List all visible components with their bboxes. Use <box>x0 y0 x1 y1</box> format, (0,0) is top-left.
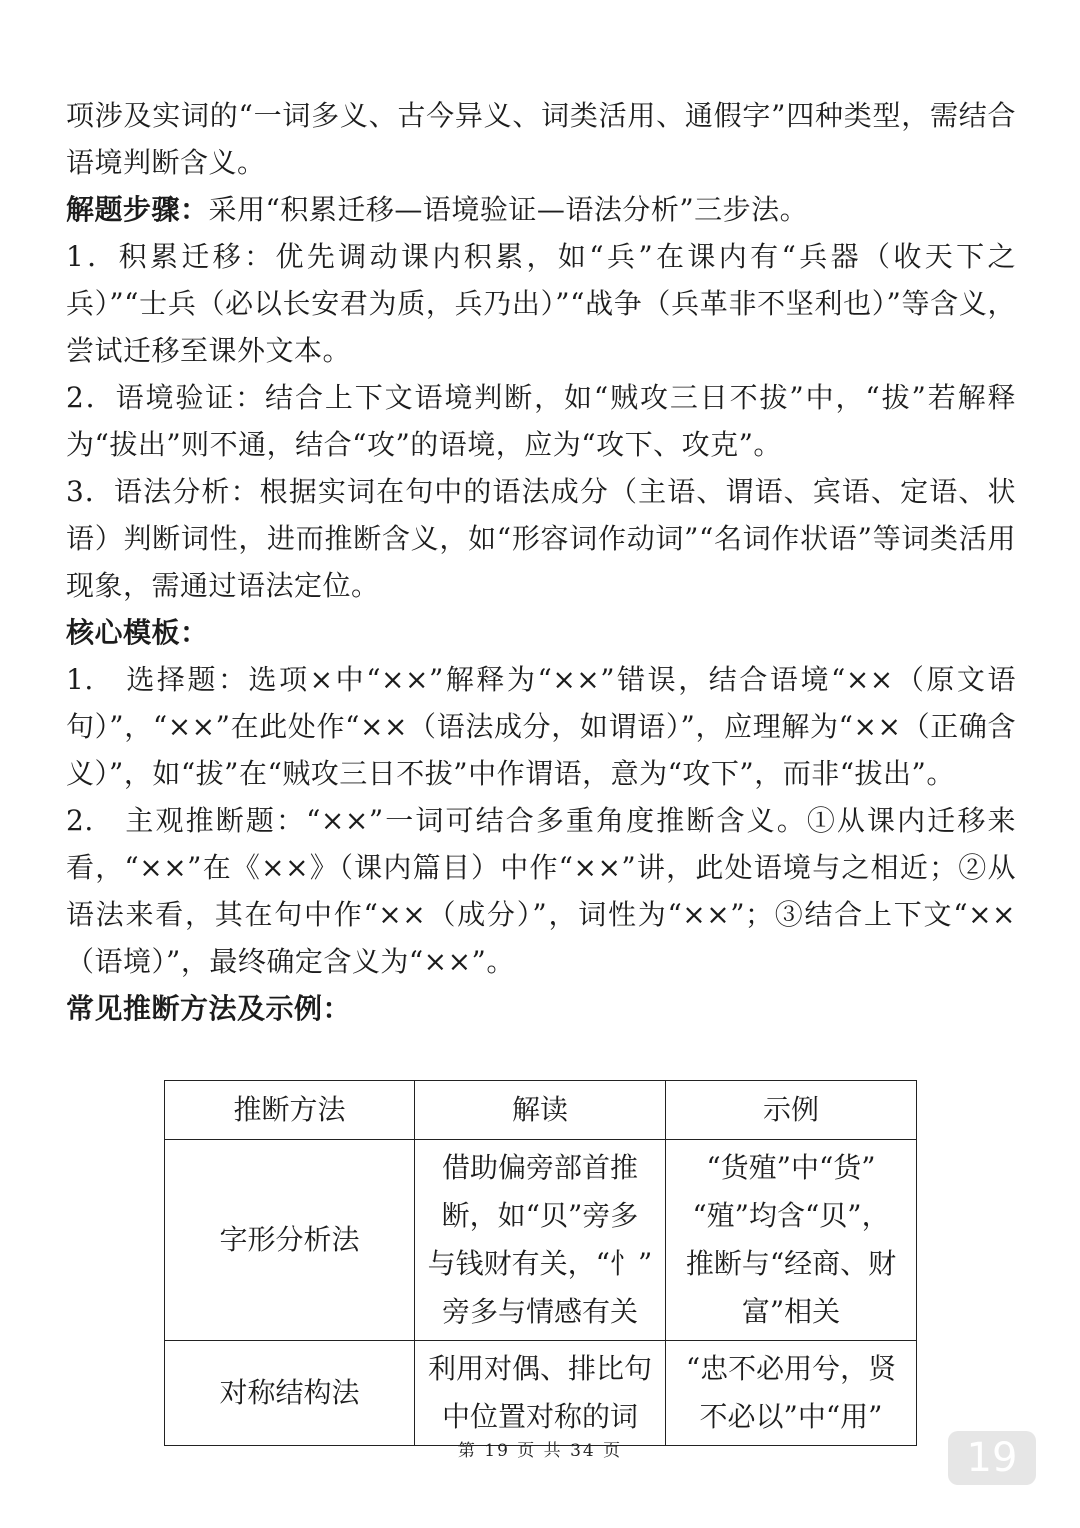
cell-line: 中位置对称的词 <box>441 1400 638 1433</box>
steps-text: 采用“积累迁移—语境验证—语法分析”三步法。 <box>208 193 809 226</box>
cell-line: 旁多与情感有关 <box>441 1295 638 1328</box>
cell-line: “货殖”中“货” <box>706 1151 876 1184</box>
cell-line: “忠不必用兮，贤 <box>685 1352 897 1385</box>
table-cell-example <box>666 1140 917 1341</box>
table-header-explain: 解读 <box>415 1081 666 1140</box>
table-cell-example <box>666 1341 917 1446</box>
cell-line: 不必以”中“用” <box>699 1400 883 1433</box>
table-header-example: 示例 <box>666 1081 917 1140</box>
table-cell-method: 字形分析法 <box>165 1140 415 1341</box>
methods-heading: 常见推断方法及示例： <box>66 992 352 1025</box>
step-2-context: 2．语境验证：结合上下文语境判断，如“贼攻三日不拔”中，“拔”若解释为“拔出”则不通，结合“攻”的语境，应为“攻下、攻克”。 <box>66 381 1016 461</box>
page-footer: 第 19 页 共 34 页 <box>457 1441 623 1461</box>
methods-table <box>164 1080 917 1446</box>
template-heading: 核心模板： <box>66 616 209 649</box>
table-header-row <box>165 1081 917 1140</box>
cell-line: 推断与“经商、财 <box>685 1247 897 1280</box>
page-number-badge: 19 <box>948 1431 1036 1485</box>
table-row <box>165 1341 917 1446</box>
cell-line: 利用对偶、排比句 <box>427 1352 652 1385</box>
table-header-method: 推断方法 <box>165 1081 415 1140</box>
steps-label: 解题步骤： <box>66 193 209 226</box>
step-3-grammar: 3．语法分析：根据实词在句中的语法成分（主语、谓语、宾语、定语、状语）判断词性，进而推断含义，如“形容词作动词”“名词作状语”等词类活用现象，需通过语法定位。 <box>66 475 1016 602</box>
methods-table-container <box>164 1080 916 1446</box>
steps-paragraph <box>66 186 1016 233</box>
step-1-accumulation: 1．积累迁移：优先调动课内积累，如“兵”在课内有“兵器（收天下之兵）”“士兵（必以长安君为质，兵乃出）”“战争（兵革非不坚利也）”等含义，尝试迁移至课外文本。 <box>66 240 1016 367</box>
template-2-subjective: 2. 主观推断题：“××”一词可结合多重角度推断含义。①从课内迁移来看，“××”在《××》（课内篇目）中作“××”讲，此处语境与之相近；②从语法来看，其在句中作“××（成分）”，词性为“××”；③结合上下文“××（语境）”，最终确定含义为“××”。 <box>66 804 1016 978</box>
table-cell-method: 对称结构法 <box>165 1341 415 1446</box>
cell-line: 与钱财有关，“忄” <box>427 1247 653 1280</box>
template-1-choice: 1. 选择题：选项×中“××”解释为“××”错误，结合语境“××（原文语句）”，“××”在此处作“××（语法成分，如谓语）”，应理解为“××（正确含义）”，如“拔”在“贼攻三日不拔”中作谓语，意为“攻下”，而非“拔出”。 <box>66 663 1016 790</box>
table-row <box>165 1140 917 1341</box>
cell-line: “殖”均含“贝”， <box>692 1199 890 1232</box>
table-cell-explain <box>415 1341 666 1446</box>
cell-line: 借助偏旁部首推 <box>441 1151 638 1184</box>
cell-line: 富”相关 <box>741 1295 841 1328</box>
paragraph-intro-continued: 项涉及实词的“一词多义、古今异义、词类活用、通假字”四种类型，需结合语境判断含义。 <box>66 99 1016 179</box>
document-body <box>66 92 1016 1032</box>
table-cell-explain <box>415 1140 666 1341</box>
cell-line: 断，如“贝”旁多 <box>441 1199 639 1232</box>
